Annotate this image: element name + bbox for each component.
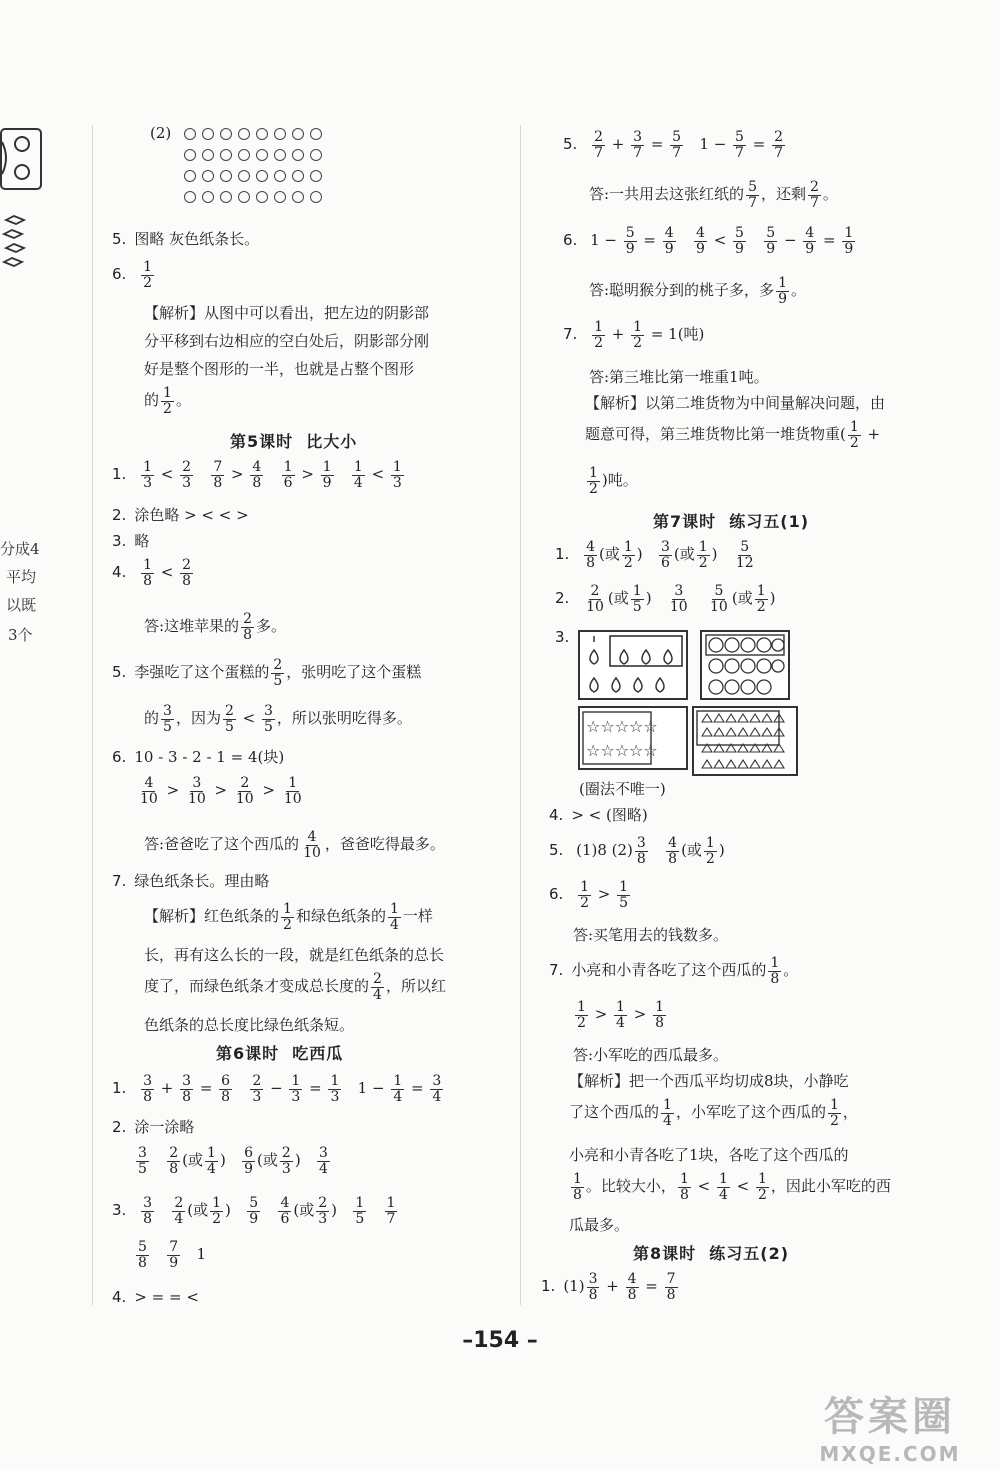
analysis-7-line-3: 度了，而绿色纸条才变成总长度的 $\frac{2}{4}$ ，所以红 bbox=[144, 971, 446, 1003]
cropped-illustration-candy-icon bbox=[0, 210, 32, 274]
l5-item-1: 1. $\frac{1}{3}$ < $\frac{2}{3}$ $\frac{7}{8}$ > $\frac{4}{8}$ $\frac{1}{6}$ > $\frac{1}{9}$ $\frac{1}{4}$ < $\frac{1}{3}$ bbox=[112, 459, 402, 491]
l6-item-2-fractions: $\frac{3}{5}$ $\frac{2}{8}$ (或 $\frac{1}{4}$ ) $\frac{6}{9}$ (或 $\frac{2}{3}$ ) $\frac{3}{4}$ bbox=[138, 1145, 328, 1177]
watermark-url: MXQE.COM bbox=[819, 1442, 961, 1466]
r-item-7-analysis-1: 【解析】以第二堆货物为中间量解决问题，由 bbox=[585, 394, 886, 412]
l7-item-2: 2. $\frac{2}{10}$ (或 $\frac{1}{5}$ ) $\frac{3}{10}$ $\frac{5}{10}$ (或 $\frac{1}{2}$ ) bbox=[555, 583, 776, 615]
lesson-7-heading: 第7课时 练习五(1) bbox=[653, 512, 810, 531]
l7-item-5: 5. (1)8 (2) $\frac{3}{8}$ $\frac{4}{8}$ (或 $\frac{1}{2}$ ) bbox=[549, 835, 725, 867]
svg-text:☆☆☆☆☆: ☆☆☆☆☆ bbox=[586, 717, 658, 736]
panel-smileys bbox=[700, 630, 790, 700]
l5-item-7: 7. 绿色纸条长。理由略 bbox=[112, 872, 270, 890]
r-item-6: 6. 1 − $\frac{5}{9}$ = $\frac{4}{9}$ $\frac{4}{9}$ < $\frac{5}{9}$ $\frac{5}{9}$ − $\frac{4}{9}$ = $\frac{1}{9}$ bbox=[563, 225, 854, 257]
r-item-6-answer: 答:聪明猴分到的桃子多，多 $\frac{1}{9}$ 。 bbox=[589, 275, 806, 307]
l6-item-3: 3. $\frac{3}{8}$ $\frac{2}{4}$ (或 $\frac{1}{2}$ ) $\frac{5}{9}$ $\frac{4}{6}$ (或 $\frac{2}{3}$ ) $\frac{1}{5}$ $\frac{1}{7}$ bbox=[112, 1195, 396, 1227]
panel-triangles bbox=[692, 706, 798, 776]
l5-item-6-answer: 答:爸爸吃了这个西瓜的 $\frac{4}{10}$ ，爸爸吃得最多。 bbox=[144, 829, 445, 861]
l7-item-7: 7. 小亮和小青各吃了这个西瓜的 $\frac{1}{8}$ 。 bbox=[549, 955, 799, 987]
r-item-7: 7. $\frac{1}{2}$ + $\frac{1}{2}$ = 1(吨) bbox=[563, 319, 705, 351]
l8-item-1: 1. (1) $\frac{3}{8}$ + $\frac{4}{8}$ = $\frac{7}{8}$ bbox=[541, 1271, 676, 1303]
r-item-5: 5. $\frac{2}{7}$ + $\frac{3}{7}$ = $\frac{5}{7}$ 1 − $\frac{5}{7}$ = $\frac{2}{7}$ bbox=[563, 129, 783, 161]
circle-row bbox=[184, 149, 322, 161]
lesson-8-heading: 第8课时 练习五(2) bbox=[633, 1244, 790, 1263]
analysis-6-line-4: 的 $\frac{1}{2}$ 。 bbox=[144, 385, 191, 417]
r-item-7-answer: 答:第三堆比第一堆重1吨。 bbox=[589, 368, 769, 386]
l7-item-4: 4. > < (图略) bbox=[549, 806, 648, 824]
page-number: –154 – bbox=[462, 1328, 538, 1353]
r-item-7-analysis-2: 题意可得，第三堆货物比第一堆货物重( $\frac{1}{2}$ + bbox=[585, 419, 881, 451]
watermark-logo bbox=[810, 1385, 970, 1466]
l7-item-3: 3. bbox=[555, 628, 570, 646]
l5-item-6-inequality: $\frac{4}{10}$ > $\frac{3}{10}$ > $\frac{2}{10}$ > $\frac{1}{10}$ bbox=[140, 775, 302, 807]
edge-text-2: 平均 bbox=[6, 568, 37, 586]
l6-item-1: 1. $\frac{3}{8}$ + $\frac{3}{8}$ = $\frac{6}{8}$ $\frac{2}{3}$ − $\frac{1}{3}$ = $\frac{1}{3}$ 1 − $\frac{1}{4}$ = $\frac{3}{4}$ bbox=[112, 1073, 442, 1105]
circle-row bbox=[184, 191, 322, 203]
l7-item-7-analysis-2: 了这个西瓜的 $\frac{1}{4}$ ，小军吃了这个西瓜的 $\frac{1}{2}$ ， bbox=[569, 1097, 858, 1129]
edge-text-4: 3个 bbox=[8, 626, 33, 644]
l6-item-4: 4. > = = < bbox=[112, 1288, 199, 1306]
analysis-6-line-2: 分平移到右边相应的空白处后，阴影部分刚 bbox=[144, 332, 430, 350]
center-divider bbox=[520, 125, 521, 1305]
smiley-icon bbox=[702, 632, 788, 698]
pear-icon bbox=[580, 632, 686, 698]
l6-item-3-continued: $\frac{5}{8}$ $\frac{7}{9}$ 1 bbox=[138, 1239, 207, 1271]
analysis-6-line-3: 好是整个图形的一半，也就是占整个图形 bbox=[144, 360, 415, 378]
l7-item-7-answer: 答:小军吃的西瓜最多。 bbox=[573, 1046, 729, 1064]
circle-grid bbox=[184, 128, 322, 212]
analysis-7-line-2: 长，再有这么长的一段，就是红色纸条的总长 bbox=[144, 946, 445, 964]
svg-text:☆☆☆☆☆: ☆☆☆☆☆ bbox=[586, 741, 658, 760]
lesson-5-heading: 第5课时 比大小 bbox=[230, 432, 358, 451]
panel-stars bbox=[578, 706, 688, 770]
l5-item-2: 2. 涂色略 > < < > bbox=[112, 506, 249, 524]
watermark-title: 答案圈 bbox=[824, 1394, 956, 1440]
l5-item-3: 3. 略 bbox=[112, 532, 150, 550]
r-item-7-analysis-3: $\frac{1}{2}$ )吨。 bbox=[589, 465, 638, 497]
l7-item-3-note: (圈法不唯一) bbox=[579, 780, 666, 798]
cropped-illustration-flowers-icon bbox=[0, 128, 42, 190]
item-6: 6. $\frac{1}{2}$ bbox=[112, 259, 153, 291]
analysis-7-line-1: 【解析】红色纸条的 $\frac{1}{2}$ 和绿色纸条的 $\frac{1}{4}$ 一样 bbox=[144, 901, 433, 933]
edge-text-1: 分成4 bbox=[0, 540, 40, 558]
star-icon bbox=[580, 708, 686, 768]
circle-row bbox=[184, 170, 322, 182]
circle-row bbox=[184, 128, 322, 140]
l5-item-6: 6. 10 - 3 - 2 - 1 = 4(块) bbox=[112, 748, 285, 766]
l5-item-4: 4. $\frac{1}{8}$ < $\frac{2}{8}$ bbox=[112, 557, 192, 589]
l5-item-4-answer: 答:这堆苹果的 $\frac{2}{8}$ 多。 bbox=[144, 611, 286, 643]
left-margin-line bbox=[92, 125, 93, 1305]
analysis-6-line-1: 【解析】从图中可以看出，把左边的阴影部 bbox=[144, 304, 430, 322]
edge-text-3: 以既 bbox=[6, 596, 37, 614]
analysis-7-line-4: 色纸条的总长度比绿色纸条短。 bbox=[144, 1016, 355, 1034]
item-5: 5. 图略 灰色纸条长。 bbox=[112, 230, 260, 248]
l7-item-6: 6. $\frac{1}{2}$ > $\frac{1}{5}$ bbox=[549, 879, 629, 911]
l7-item-7-analysis-4: $\frac{1}{8}$ 。比较大小， $\frac{1}{8}$ < $\frac{1}{4}$ < $\frac{1}{2}$ ，因此小军吃的西 bbox=[573, 1171, 891, 1203]
l5-item-5: 5. 李强吃了这个蛋糕的 $\frac{2}{5}$ ，张明吃了这个蛋糕 bbox=[112, 657, 422, 689]
panel-pears bbox=[578, 630, 688, 700]
l7-item-7-analysis-1: 【解析】把一个西瓜平均切成8块，小静吃 bbox=[569, 1072, 849, 1090]
r-item-5-answer: 答:一共用去这张红纸的 $\frac{5}{7}$ ，还剩 $\frac{2}{7}$ 。 bbox=[589, 179, 838, 211]
l7-item-7-analysis-3: 小亮和小青各吃了1块，各吃了这个西瓜的 bbox=[569, 1146, 849, 1164]
l6-item-2: 2. 涂一涂略 bbox=[112, 1118, 195, 1136]
lesson-6-heading: 第6课时 吃西瓜 bbox=[216, 1044, 344, 1063]
l7-item-7-analysis-5: 瓜最多。 bbox=[569, 1216, 630, 1234]
l7-item-6-answer: 答:买笔用去的钱数多。 bbox=[573, 926, 729, 944]
item-4-label: (2) bbox=[150, 124, 172, 142]
l7-item-1: 1. $\frac{4}{8}$ (或 $\frac{1}{2}$ ) $\frac{3}{6}$ (或 $\frac{1}{2}$ ) $\frac{5}{12}$ bbox=[555, 539, 754, 571]
triangle-icon bbox=[694, 708, 796, 774]
l7-item-7-inequality: $\frac{1}{2}$ > $\frac{1}{4}$ > $\frac{1}{8}$ bbox=[577, 999, 664, 1031]
l5-item-5-continued: 的 $\frac{3}{5}$ ，因为 $\frac{2}{5}$ < $\frac{3}{5}$ ，所以张明吃得多。 bbox=[144, 703, 412, 735]
